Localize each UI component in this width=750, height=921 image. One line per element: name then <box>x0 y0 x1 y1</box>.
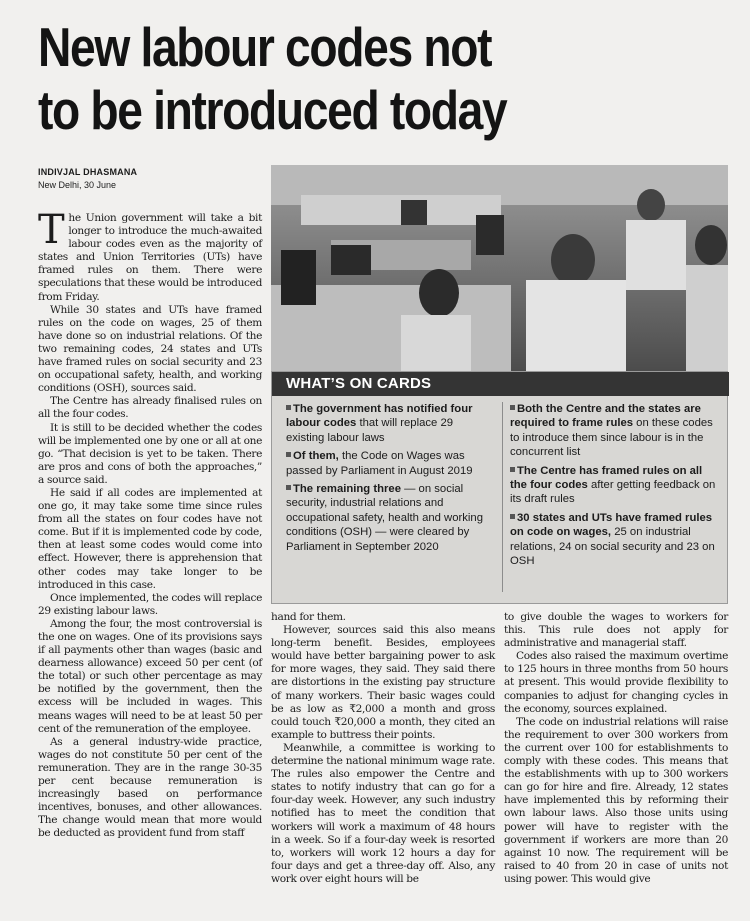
box-title: WHAT’S ON CARDS <box>272 372 729 396</box>
whats-on-cards-box <box>271 371 728 604</box>
paragraph: He said if all codes are implemented at one go, it may take some time since rules from all the states on four codes have not come. But if it is implemented code by code, then at least some codes would come into effect. However, there is apprehension that other codes may take longer to be introduced in this case. <box>38 486 262 591</box>
bullet-square <box>510 514 515 519</box>
box-bullet <box>510 464 716 507</box>
bullet-bold: Of them, <box>293 450 339 463</box>
bullet-bold: The Centre has framed rules on all the four codes <box>510 464 703 492</box>
paragraph: While 30 states and UTs have framed rules on the code on wages, 25 of them have done so on industrial relations. Of the two remaining codes, 24 states and UTs have framed rules on social security and 23 on occupational safety, health, and working conditions (OSH), sources said. <box>38 303 262 395</box>
box-bullet <box>286 449 492 478</box>
bullet-text: 25 on industrial relations, 24 on social security and 23 on OSH <box>510 526 715 568</box>
bullet-square <box>286 452 291 457</box>
dateline: New Delhi, 30 June <box>38 180 117 190</box>
box-bullet <box>286 482 492 554</box>
paragraph: It is still to be decided whether the codes will be implemented one by one or all at one go. “That decision is yet to be taken. There are pros and cons of both the approaches,” a source said. <box>38 421 262 486</box>
paragraph-text: he Union government will take a bit longer to introduce the much-awaited labour codes even as the majority of states and Union Territories (UTs) have framed rules on them. There were speculations that these would be introduced from Friday. <box>38 212 262 303</box>
bullet-square <box>510 467 515 472</box>
paragraph: The Centre has already finalised rules on all the four codes. <box>38 395 262 421</box>
paragraph: to give double the wages to workers for this. This rule does not apply for administrative and managerial staff. <box>504 611 728 650</box>
paragraph: Once implemented, the codes will replace 29 existing labour laws. <box>38 591 262 617</box>
paragraph: hand for them. <box>271 611 346 623</box>
headline-line-1: New labour codes not <box>38 16 492 78</box>
box-bullet <box>510 402 716 460</box>
paragraph: However, sources said this also means long-term benefit. Besides, employees would have better bargaining power to ask for more wages, they said. They said there are distortions in the existing pay structure of many workers. Their basic wages could be as low as ₹2,000 a month and gross could touch ₹20,000 a month, they cited an example to buttress their points. <box>271 624 495 741</box>
article-column-3 <box>504 611 728 886</box>
bullet-text: on these codes to introduce them since labour is in the concurrent list <box>510 417 713 459</box>
bullet-bold: 30 states and UTs have framed rules on code on wages, <box>510 511 713 539</box>
article-column-2 <box>271 611 495 886</box>
paragraph: As a general industry-wide practice, wages do not constitute 50 per cent of the remuneration. They are in the range 30-35 per cent because remuneration is increasingly based on performance incentives, bonuses, and other allowances. The change would mean that more would be deducted as provident fund from staff <box>38 735 262 840</box>
bullet-bold: The government has notified four labour codes <box>286 403 473 430</box>
box-bullet <box>510 511 716 569</box>
box-divider <box>502 402 503 592</box>
bullet-square <box>286 405 291 410</box>
bullet-text: the Code on Wages was passed by Parliament in August 2019 <box>286 450 473 477</box>
article-column-1 <box>38 207 262 841</box>
box-column-left <box>286 402 492 558</box>
paragraph: The code on industrial relations will raise the requirement to over 300 workers from the current over 100 for establishments to comply with these codes. This means that the establishments with up to 300 workers can go for hire and fire. Already, 12 states have implemented this by reforming their own labour laws. Also those units using power will have to register with the government if workers are more than 20 against 10 now. The requirement will be raised to 40 from 20 in case of units not using power. This would give <box>504 715 728 885</box>
photo-illustration <box>271 165 728 371</box>
office-workers-photo <box>271 165 728 371</box>
bullet-text: after getting feedback on its draft rules <box>510 479 716 506</box>
headline <box>38 16 727 142</box>
bullet-square <box>286 485 291 490</box>
bullet-bold: Both the Centre and the states are required to frame rules <box>510 403 701 430</box>
paragraph: Meanwhile, a committee is working to determine the national minimum wage rate. The rules also empower the Centre and states to notify industry that can go for a four-day week. However, any such industry notified has to meet the condition that workers will work a maximum of 48 hours in a week. So if a four-day week is resorted to, workers will work 12 hours a day for four days and get a three-day off. Also, any work over eight hours will be <box>271 741 495 885</box>
box-column-right <box>510 402 716 572</box>
bullet-text: that will replace 29 existing labour laws <box>286 417 454 444</box>
bullet-text: — on social security, industrial relations and occupational safety, health and working conditions (OSH) — were cleared by Parliament in September 2020 <box>286 483 483 553</box>
paragraph <box>38 207 262 304</box>
byline <box>38 166 137 192</box>
paragraph: Codes also raised the maximum overtime to 125 hours in three months from 50 hours at present. This would provide flexibility to companies to adjust for changing cycles in the economy, sources explained. <box>504 650 728 715</box>
bullet-bold: The remaining three <box>293 483 401 496</box>
author-name: INDIVJAL DHASMANA <box>38 167 138 177</box>
paragraph: Among the four, the most controversial is the one on wages. One of its provisions says if all payments other than wages (basic and dearness allowance) exceed 50 per cent (of the total) or such other percentage as may be notified by the government, then the excess will be included in wages. This means wages will need to be at least 50 per cent of the remuneration of the employee. <box>38 617 262 735</box>
box-bullet <box>286 402 492 445</box>
bullet-square <box>510 405 515 410</box>
drop-cap: T <box>38 207 65 253</box>
headline-line-2: to be introduced today <box>38 79 507 141</box>
